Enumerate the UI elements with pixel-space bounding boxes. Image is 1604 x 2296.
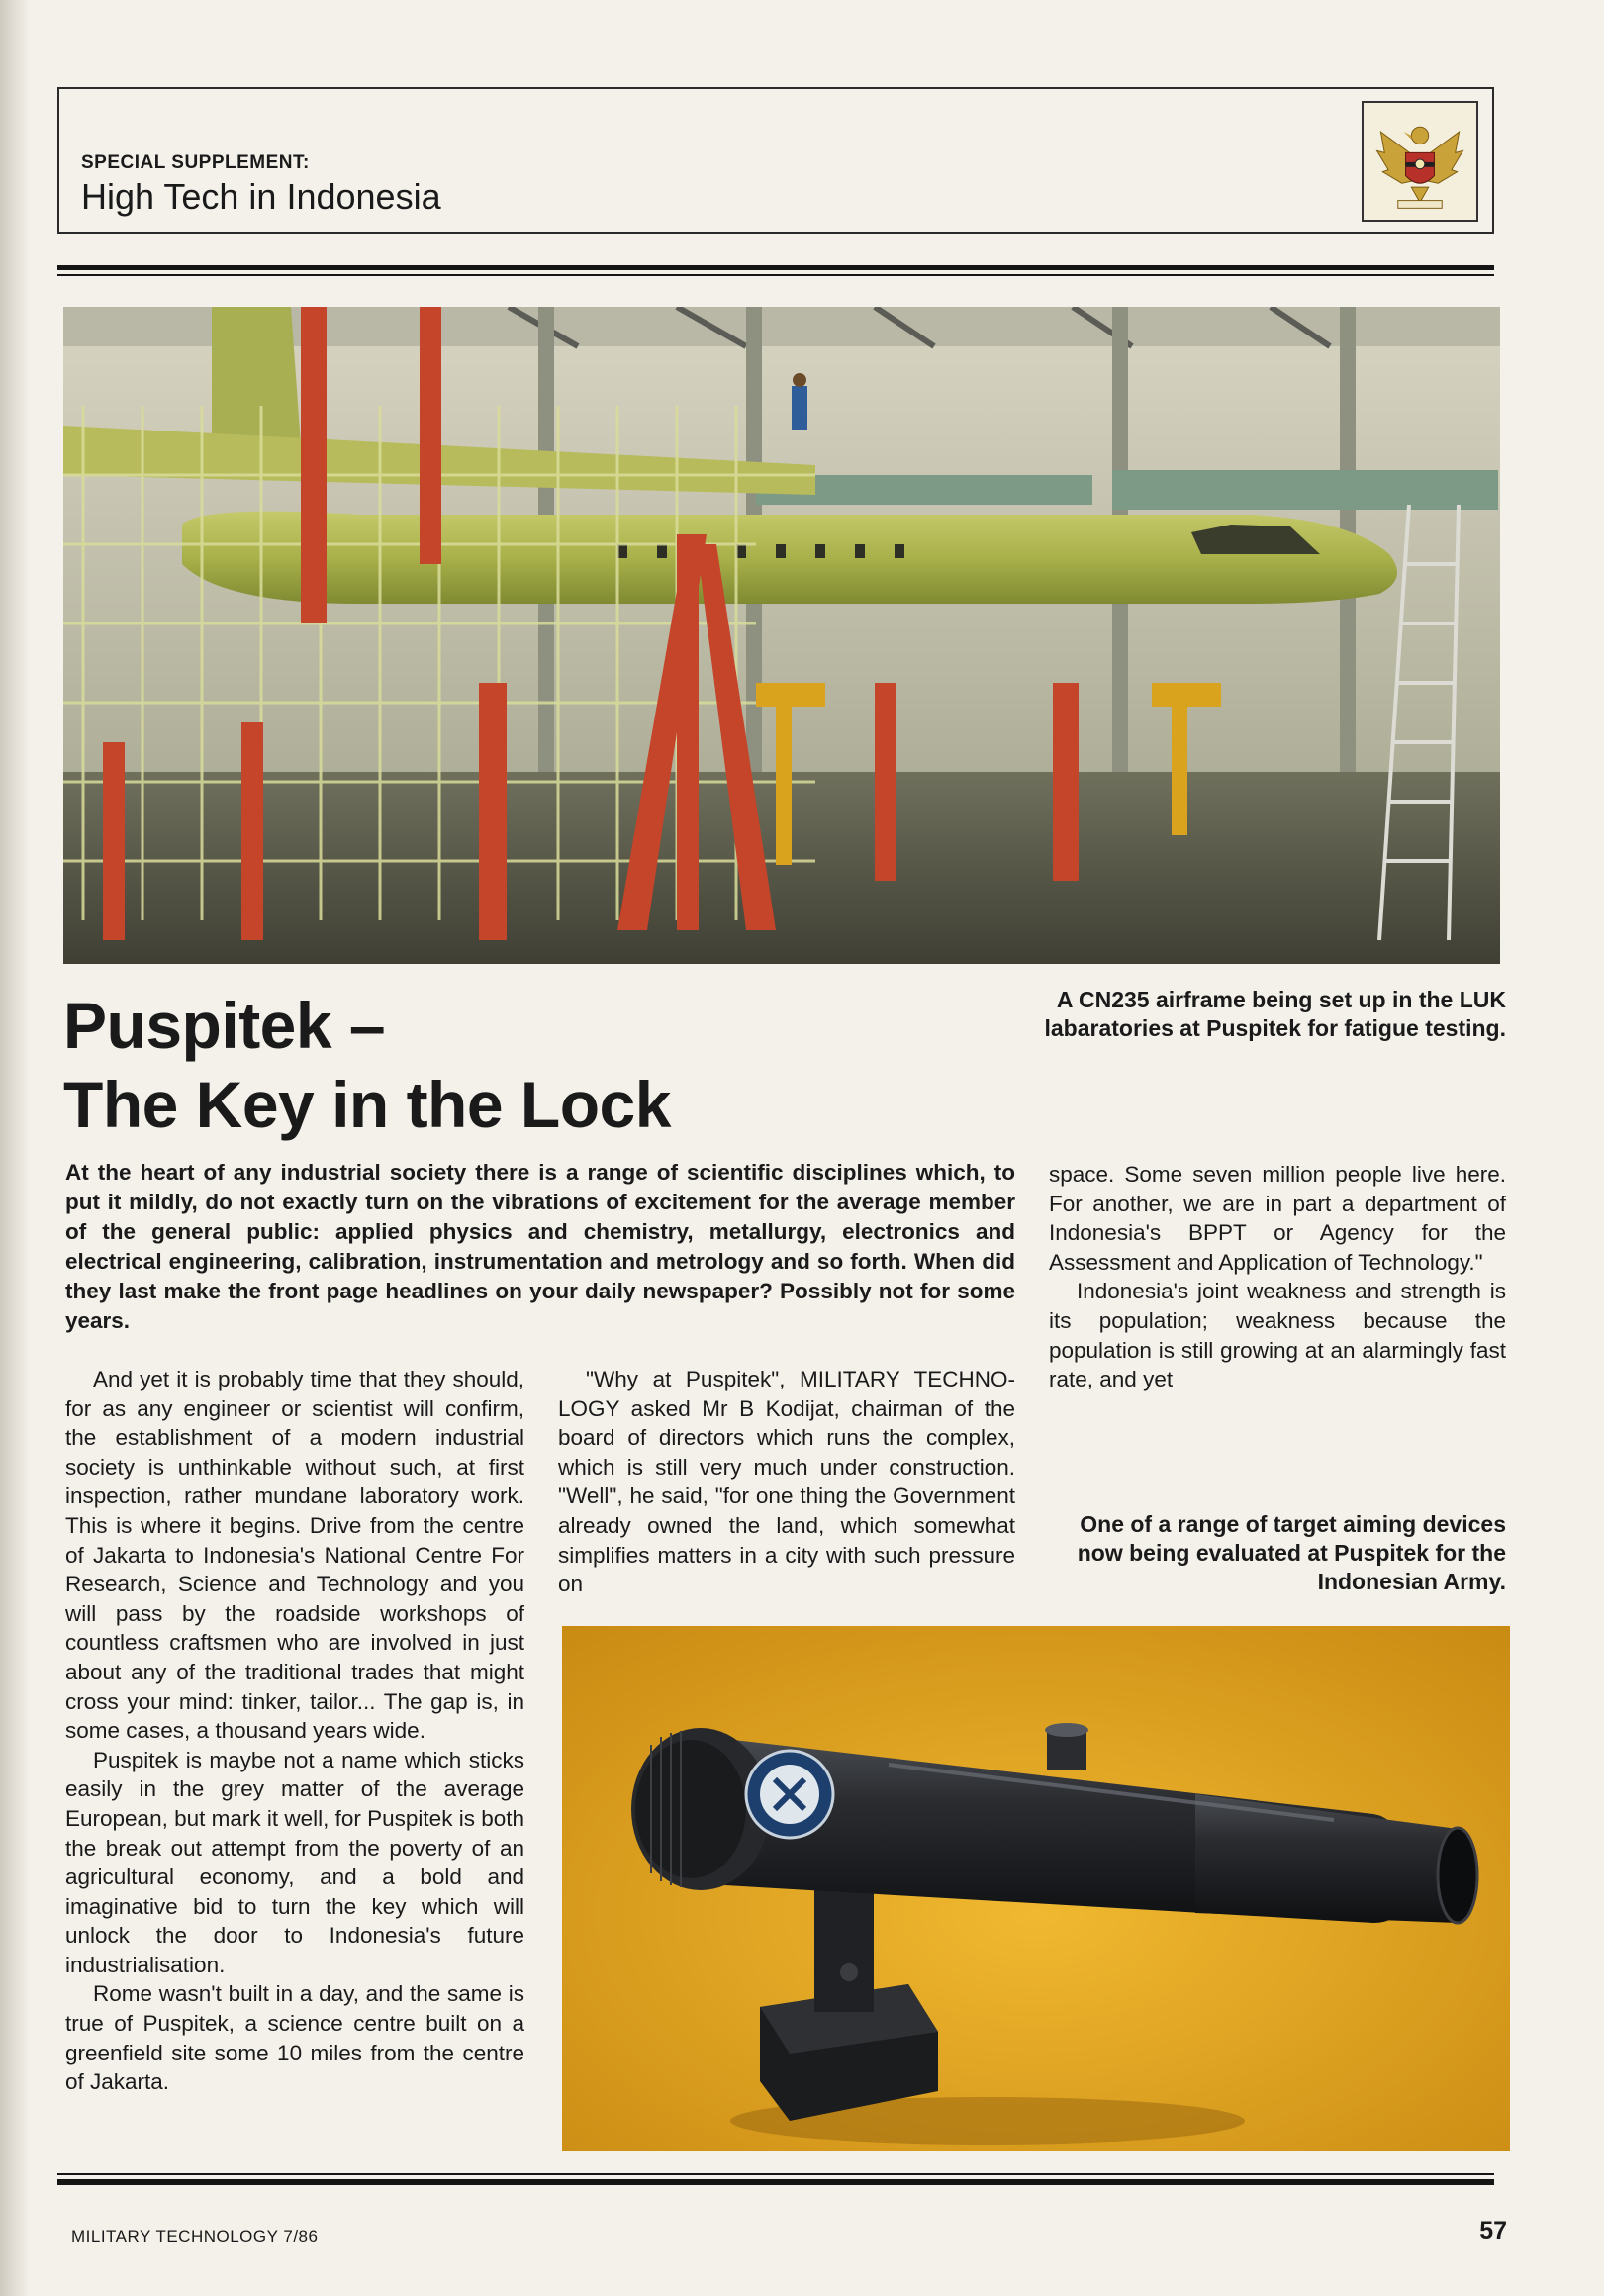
garuda-emblem-icon [1362,101,1478,222]
paragraph: Indonesia's joint weakness and strength is its population; weakness because the population is still growing at an alarmingly fast rate, and yet [1049,1279,1506,1392]
lead-paragraph: At the heart of any industrial society there is a range of scientific disciplines which, to put it mildly, do not exactly turn on the vibrations of excitement for the average member of the general public: applied physics and chemistry, metallurgy, electronics and electrical engineering, calibration, instrumentation and metrology and so forth. When did they last make the front page headlines on your daily newspaper? Possibly not for some years. [65,1160,1015,1333]
footer-rule-thin [57,2173,1494,2175]
supplement-label: SPECIAL SUPPLEMENT: [81,152,310,173]
body-column-1 [65,1365,524,2097]
page-binding-shadow [0,0,30,2296]
headline-line-2: The Key in the Lock [63,1068,671,1141]
headline-line-1: Puspitek – [63,989,386,1062]
footer-rule [57,2179,1494,2185]
hangar-photo-caption: A CN235 airframe being set up in the LUK labaratories at Puspitek for fatigue testing. [1044,987,1506,1041]
paragraph: Rome wasn't built in a day, and the same is true of Puspitek, a science centre built on a greenfield site some 10 miles from the centre of Jakarta. [65,1981,524,2095]
supplement-title: High Tech in Indonesia [81,176,441,217]
header-rule [57,265,1494,270]
paragraph: Puspitek is maybe not a name which sticks easily in the grey matter of the average European, but mark it well, for Puspitek is both the break out attempt from the poverty of an agricultural economy, and a bold and imaginative bid to turn the key which will unlock the door to Indonesia's future industrialisation. [65,1747,524,1977]
paragraph: "Why at Puspitek", MILITARY TECHNOLOGY asked Mr B Kodijat, chairman of the board of directors which runs the complex, which is still very much under construction. "Well", he said, "for one thing the Government already owned the land, which somewhat simplifies matters in a city with such pressure on [558,1367,1015,1597]
publication-footer: MILITARY TECHNOLOGY 7/86 [71,2227,319,2246]
article-headline [63,986,815,1144]
header-rule-thin [57,274,1494,276]
paragraph: And yet it is probably time that they should, for as any engineer or scientist will confirm, the establishment of a modern industrial society is unthinkable without such, at first inspection, rather mundane laboratory work. This is where it begins. Drive from the centre of Jakarta to Indonesia's National Centre For Research, Science and Technology and you will pass by the roadside workshops of countless craftsmen who are involved in just about any of the traditional trades that might cross your mind: tinker, tailor... The gap is, in some cases, a thousand years wide. [65,1367,524,1744]
page-number: 57 [1479,2217,1507,2245]
body-column-3 [1049,1160,1506,1394]
paragraph: space. Some seven million people live here. For another, we are in part a department of Indonesia's BPPT or Agency for the Assessment and Application of Technology." [1049,1162,1506,1275]
body-column-2 [558,1365,1015,1599]
cn235-hangar-photo [63,307,1500,964]
sight-photo-caption: One of a range of target aiming devices now being evaluated at Puspitek for the Indonesian Army. [1077,1511,1506,1594]
target-aiming-device-photo [562,1626,1510,2151]
supplement-header [57,87,1494,234]
